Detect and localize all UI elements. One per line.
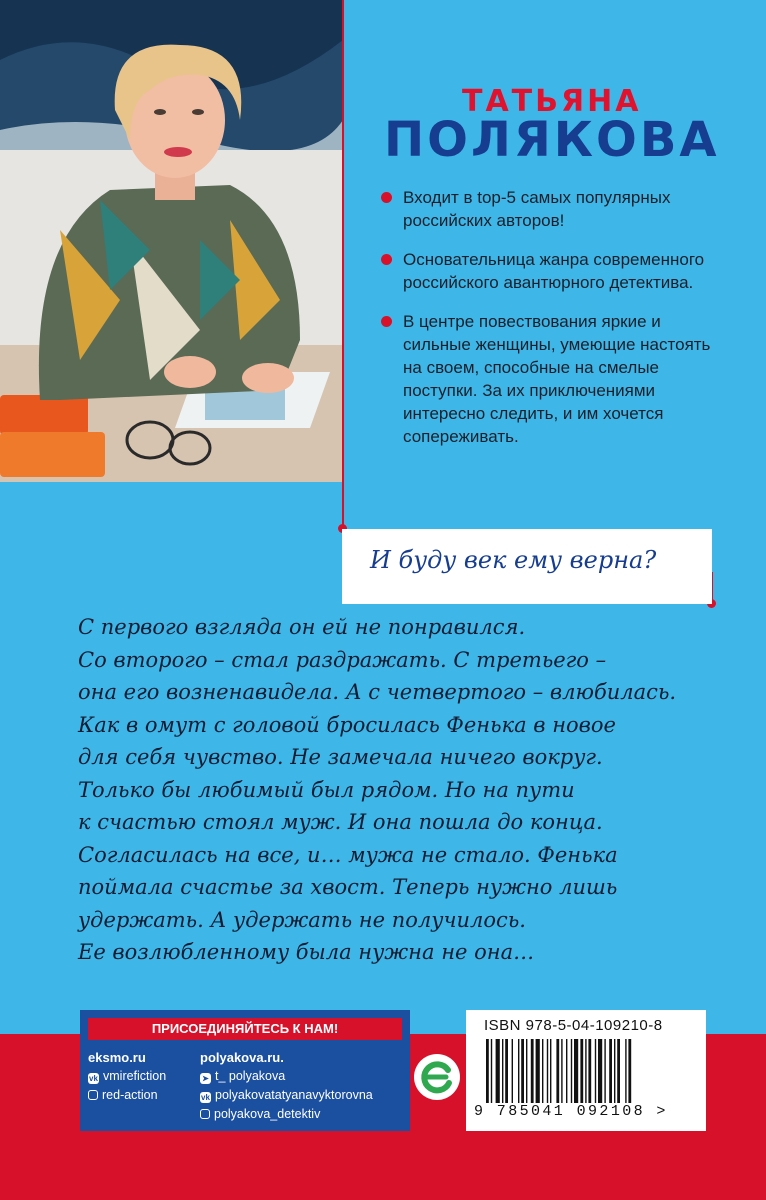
book-title: И буду век ему верна?: [370, 546, 657, 574]
barcode-number: 9 785041 092108 >: [474, 1103, 668, 1120]
author-last-name: ПОЛЯКОВА: [384, 112, 720, 168]
annotation-line: С первого взгляда он ей не понравился.: [78, 615, 526, 639]
barcode-bar: [571, 1039, 572, 1103]
vk-icon: vk: [89, 1074, 98, 1083]
bullet-icon: [381, 316, 392, 327]
barcode-bar: [574, 1039, 578, 1103]
barcode-bar: [531, 1039, 534, 1103]
eksmo-logo-icon: [412, 1052, 462, 1102]
barcode-bar: [512, 1039, 513, 1103]
barcode-bar: [486, 1039, 489, 1103]
eksmo-site-link[interactable]: eksmo.ru: [88, 1050, 146, 1065]
telegram-link[interactable]: ➤ t_ polyakova: [200, 1067, 373, 1086]
feature-item: В центре повествования яркие и сильные женщины, умеющие настоять на своем, способные на смелые поступки. За их приключениями интересно следить, и им хочется сопереживать.: [381, 310, 721, 448]
barcode-bar: [505, 1039, 508, 1103]
barcode-bar: [580, 1039, 583, 1103]
barcode-bar: [518, 1039, 519, 1103]
annotation-line: поймала счастье за хвост. Теперь нужно лишь: [78, 875, 618, 899]
barcode-bar: [566, 1039, 567, 1103]
annotation-line: Как в омут с головой бросилась Фенька в новое: [78, 712, 616, 737]
social-block: [80, 1010, 410, 1131]
annotation-line: Только бы любимый был рядом. Но на пути: [78, 777, 575, 802]
instagram-icon: [88, 1090, 98, 1100]
social-right-column: [200, 1048, 373, 1124]
author-site-link[interactable]: polyakova.ru.: [200, 1050, 284, 1065]
barcode-bar: [536, 1039, 540, 1103]
bullet-icon: [381, 192, 392, 203]
bullet-icon: [381, 254, 392, 265]
vk-icon: vk: [201, 1093, 210, 1102]
barcode-bar: [585, 1039, 586, 1103]
barcode-bar: [491, 1039, 492, 1103]
instagram-icon: [200, 1109, 210, 1119]
barcode-bar: [556, 1039, 559, 1103]
telegram-icon: ➤: [200, 1073, 211, 1084]
barcode-bar: [542, 1039, 543, 1103]
author-first-name: ТАТЬЯНА: [462, 84, 642, 119]
barcode-bar: [604, 1039, 605, 1103]
annotation-line: для себя чувство. Не замечала ничего вокруг.: [78, 745, 603, 769]
barcode-bar: [547, 1039, 548, 1103]
vk-link[interactable]: vk vmirefiction: [89, 1069, 167, 1083]
barcode-bar: [609, 1039, 612, 1103]
barcode: [484, 1039, 684, 1103]
annotation-line: удержать. А удержать не получилось.: [78, 907, 526, 932]
barcode-bar: [614, 1039, 615, 1103]
feature-list: [381, 186, 721, 464]
instagram-link[interactable]: red-action: [88, 1086, 166, 1105]
isbn-label: ISBN 978-5-04-109210-8: [484, 1017, 663, 1034]
social-header: ПРИСОЕДИНЯЙТЕСЬ К НАМ!: [88, 1018, 402, 1040]
annotation-line: Ее возлюбленному была нужна не она…: [78, 940, 535, 964]
barcode-bar: [561, 1039, 562, 1103]
barcode-bar: [617, 1039, 620, 1103]
barcode-bar: [595, 1039, 596, 1103]
barcode-bar: [550, 1039, 551, 1103]
annotation-line: она его возненавидела. А с четвертого – влюбилась.: [78, 680, 677, 704]
annotation-line: Согласилась на все, и… мужа не стало. Фенька: [78, 842, 618, 867]
annotation-line: к счастью стоял муж. И она пошла до конца.: [78, 810, 603, 834]
vk-link[interactable]: vk polyakovatatyanavyktorovna: [201, 1088, 373, 1102]
social-left-column: [88, 1048, 166, 1105]
barcode-bar: [521, 1039, 524, 1103]
barcode-bar: [588, 1039, 591, 1103]
annotation-line: Со второго – стал раздражать. С третьего –: [78, 647, 607, 672]
barcode-bar: [625, 1039, 626, 1103]
feature-item: Основательница жанра современного российского авантюрного детектива.: [381, 248, 721, 294]
author-photo: [0, 0, 343, 482]
feature-item: Входит в top-5 самых популярных российских авторов!: [381, 186, 721, 232]
instagram-link[interactable]: polyakova_detektiv: [200, 1105, 373, 1124]
barcode-bar: [628, 1039, 631, 1103]
barcode-bar: [502, 1039, 503, 1103]
barcode-bar: [496, 1039, 500, 1103]
barcode-bar: [526, 1039, 527, 1103]
frame-line-vertical: [342, 0, 344, 529]
annotation: [78, 611, 718, 969]
barcode-bar: [598, 1039, 602, 1103]
